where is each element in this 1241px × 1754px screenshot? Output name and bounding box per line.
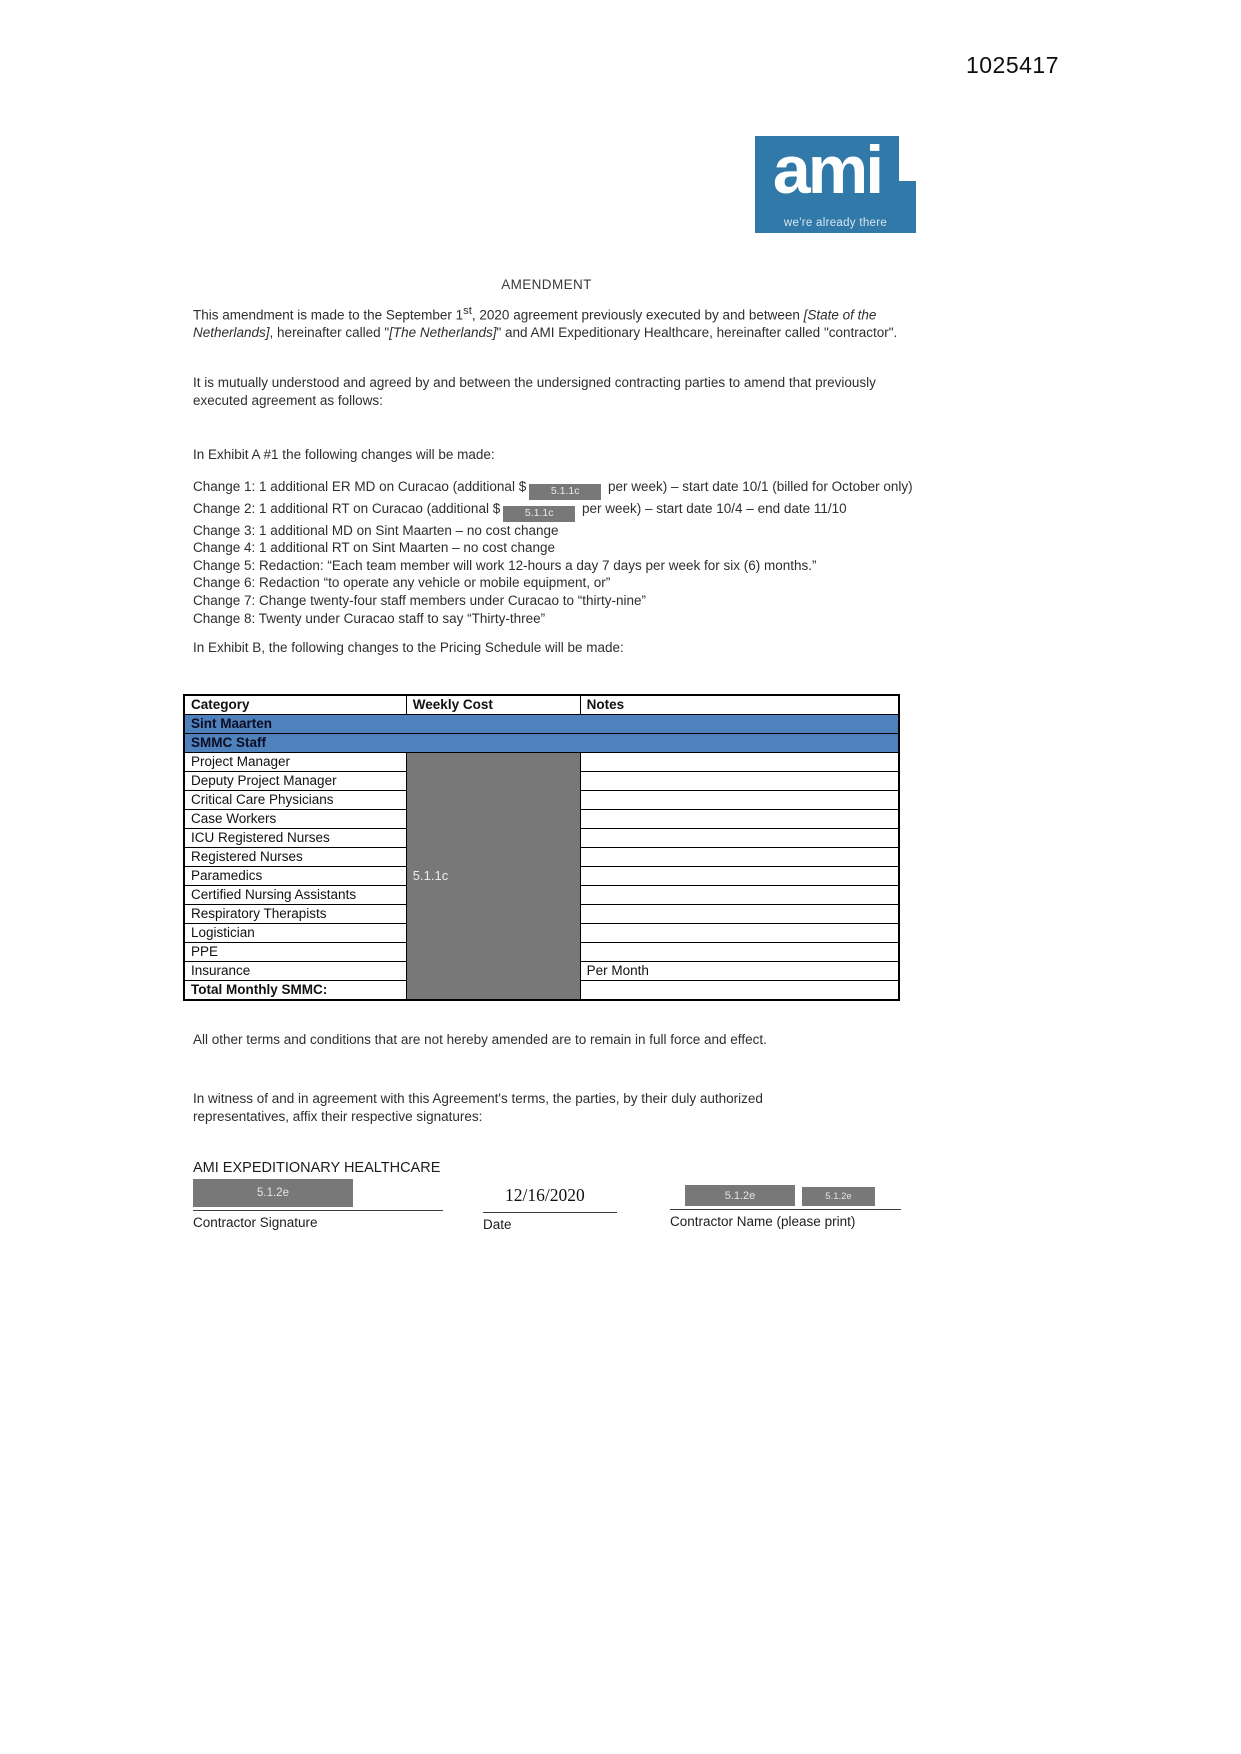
date-value: 12/16/2020 <box>505 1185 585 1205</box>
category-cell: PPE <box>184 943 406 962</box>
change-text-pre: Change 7: Change twenty-four staff members under Curacao to “thirty-nine” <box>193 592 646 608</box>
notes-cell: Per Month <box>580 962 899 981</box>
signature-line <box>193 1210 443 1211</box>
intro-paragraph <box>193 303 905 342</box>
change-text-post: per week) – start date 10/1 (billed for October only) <box>604 479 913 494</box>
notes-cell <box>580 772 899 791</box>
change-line <box>193 557 905 575</box>
section-row-smmc-staff <box>184 734 899 753</box>
page-title: AMENDMENT <box>501 277 592 292</box>
mutual-paragraph: It is mutually understood and agreed by and between the undersigned contracting parties to amend that previously executed agreement as follows: <box>193 375 876 408</box>
category-cell: Case Workers <box>184 810 406 829</box>
category-cell: Certified Nursing Assistants <box>184 886 406 905</box>
notes-cell <box>580 848 899 867</box>
intro-part3: , hereinafter called " <box>269 325 390 341</box>
witness-paragraph: In witness of and in agreement with this Agreement's terms, the parties, by their duly authorized representatives, affix their respective signatures: <box>193 1091 763 1124</box>
header-notes: Notes <box>580 695 899 715</box>
changes-list <box>193 478 913 627</box>
name-redaction-row <box>670 1179 901 1206</box>
logo-wordmark: ami <box>772 132 882 208</box>
ami-logo <box>755 132 916 233</box>
category-cell: Total Monthly SMMC: <box>184 981 406 1001</box>
change-text-pre: Change 1: 1 additional ER MD on Curacao (additional $ <box>193 479 527 494</box>
signature-company-name: AMI EXPEDITIONARY HEALTHCARE <box>193 1160 441 1176</box>
intro-part1: This amendment is made to the September 1 <box>193 307 464 323</box>
category-cell: Paramedics <box>184 867 406 886</box>
category-cell: Critical Care Physicians <box>184 791 406 810</box>
change-line <box>193 500 905 522</box>
weekly-cost-redaction-block: 5.1.1c <box>406 753 580 1001</box>
change-line <box>193 539 905 557</box>
name-redaction-box-1: 5.1.2e <box>685 1185 795 1206</box>
category-cell: Deputy Project Manager <box>184 772 406 791</box>
signature-label: Contractor Signature <box>193 1215 318 1230</box>
notes-cell <box>580 886 899 905</box>
intro-part4: " and AMI Expeditionary Healthcare, hereinafter called "contractor". <box>496 325 898 341</box>
header-category: Category <box>184 695 406 715</box>
redaction-box: 5.1.1c <box>503 506 575 522</box>
document-number: 1025417 <box>965 52 1059 78</box>
change-text-pre: Change 8: Twenty under Curacao staff to say “Thirty-three” <box>193 610 546 626</box>
pricing-table <box>183 694 900 1001</box>
notes-cell <box>580 867 899 886</box>
change-text-pre: Change 2: 1 additional RT on Curacao (additional $ <box>193 500 501 516</box>
pricing-table-wrap <box>183 694 900 1001</box>
exhibit-a-heading: In Exhibit A #1 the following changes will be made: <box>193 447 495 462</box>
contractor-name-block <box>670 1179 901 1229</box>
table-row <box>184 753 899 772</box>
category-cell: Respiratory Therapists <box>184 905 406 924</box>
name-line <box>670 1209 901 1210</box>
header-weekly-cost: Weekly Cost <box>406 695 580 715</box>
signature-block <box>193 1179 443 1230</box>
category-cell: Insurance <box>184 962 406 981</box>
change-line <box>193 478 913 500</box>
logo-notch <box>899 136 916 181</box>
notes-cell <box>580 810 899 829</box>
logo-tagline: we're already there <box>783 217 888 229</box>
intro-italic2: [The Netherlands] <box>389 325 497 341</box>
notes-cell <box>580 943 899 962</box>
redaction-box: 5.1.1c <box>529 484 601 500</box>
notes-cell <box>580 753 899 772</box>
notes-cell <box>580 829 899 848</box>
change-text-pre: Change 5: Redaction: “Each team member will work 12-hours a day 7 days per week for six (6) months.” <box>193 557 817 573</box>
change-line <box>193 522 905 540</box>
notes-cell <box>580 905 899 924</box>
category-cell: Registered Nurses <box>184 848 406 867</box>
exhibit-b-heading: In Exhibit B, the following changes to the Pricing Schedule will be made: <box>193 640 624 655</box>
intro-part2: , 2020 agreement previously executed by and between <box>471 307 804 323</box>
change-text-pre: Change 3: 1 additional MD on Sint Maarten – no cost change <box>193 522 559 538</box>
name-label: Contractor Name (please print) <box>670 1214 856 1229</box>
signature-redaction-box: 5.1.2e <box>193 1179 353 1207</box>
notes-cell <box>580 981 899 1001</box>
date-block <box>483 1179 617 1232</box>
category-cell: Logistician <box>184 924 406 943</box>
change-line <box>193 610 905 628</box>
date-line <box>483 1212 617 1213</box>
section-label: Sint Maarten <box>184 715 899 734</box>
intro-superscript: st <box>463 305 472 317</box>
table-header-row <box>184 695 899 715</box>
closing-paragraph: All other terms and conditions that are not hereby amended are to remain in full force and effect. <box>193 1032 767 1047</box>
date-label: Date <box>483 1217 512 1232</box>
change-text-post: per week) – start date 10/4 – end date 11/10 <box>578 500 847 516</box>
category-cell: Project Manager <box>184 753 406 772</box>
change-text-pre: Change 6: Redaction “to operate any vehicle or mobile equipment, or” <box>193 575 611 591</box>
change-line <box>193 574 905 592</box>
change-text-pre: Change 4: 1 additional RT on Sint Maarten – no cost change <box>193 540 555 556</box>
notes-cell <box>580 791 899 810</box>
category-cell: ICU Registered Nurses <box>184 829 406 848</box>
name-redaction-box-2: 5.1.2e <box>802 1187 875 1206</box>
notes-cell <box>580 924 899 943</box>
pricing-table-body <box>184 715 899 1001</box>
section-label: SMMC Staff <box>184 734 899 753</box>
intro-italic1: [State of the Netherlands] <box>193 307 877 341</box>
section-row-sint-maarten <box>184 715 899 734</box>
change-line <box>193 592 905 610</box>
